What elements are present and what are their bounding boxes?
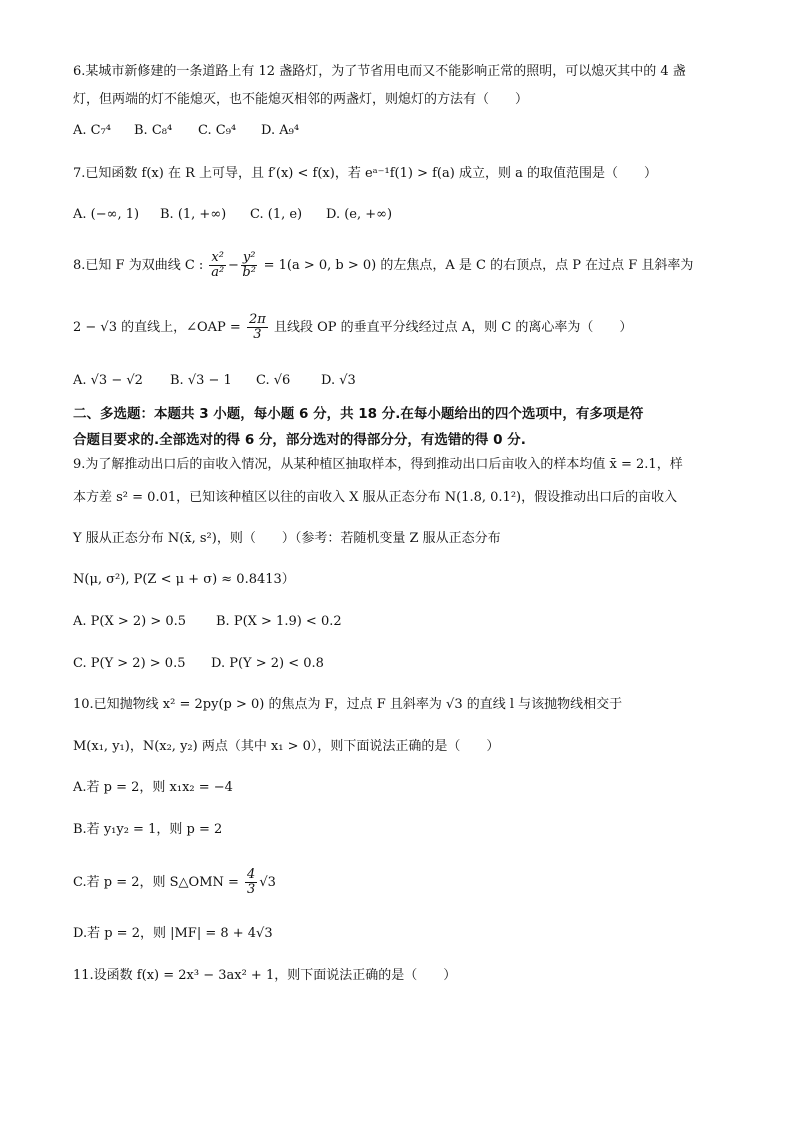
q6-option-d: D. A₉⁴ — [261, 123, 300, 138]
q8-fraction-x2-over-a2 — [209, 251, 226, 280]
q10-option-b: B.若 y₁y₂ = 1，则 p = 2 — [73, 822, 223, 837]
q7-option-a: A. (−∞, 1) — [73, 207, 140, 222]
q10-stem-line2: M(x₁, y₁)，N(x₂, y₂) 两点（其中 x₁ > 0），则下面说法正确的是（ ） — [73, 739, 500, 754]
q8-fraction-y2-over-b2 — [241, 251, 258, 280]
q8-stem-line1 — [73, 251, 693, 280]
q7-option-d: D. (e, +∞) — [326, 207, 393, 222]
q6-option-c: C. C₉⁴ — [198, 123, 237, 138]
frac-numerator: y² — [242, 250, 256, 265]
q9-option-c: C. P(Y > 2) > 0.5 — [73, 656, 186, 671]
q10-stem-line1: 10.已知抛物线 x² = 2py(p > 0) 的焦点为 F，过点 F 且斜率为 √3 的直线 l 与该抛物线相交于 — [73, 697, 623, 712]
q10-fraction-4-over-3 — [245, 868, 257, 897]
q9-option-b: B. P(X > 1.9) < 0.2 — [216, 614, 342, 629]
q8-stem-line2 — [73, 313, 632, 342]
q6-option-a: A. C₇⁴ — [73, 123, 112, 138]
q6-stem-line2: 灯，但两端的灯不能熄灭，也不能熄灭相邻的两盏灯，则熄灯的方法有（ ） — [73, 92, 529, 107]
q6-option-b: B. C₈⁴ — [134, 123, 173, 138]
q7-option-c: C. (1, e) — [250, 207, 303, 222]
q8-stem2-prefix: 2 − √3 的直线上，∠OAP = — [73, 320, 241, 335]
q7-option-b: B. (1, +∞) — [160, 207, 227, 222]
q10-option-c — [73, 868, 276, 897]
q10-option-a: A.若 p = 2，则 x₁x₂ = −4 — [73, 780, 233, 795]
frac-denominator: 3 — [247, 882, 256, 897]
q8-option-c: C. √6 — [256, 373, 291, 388]
frac-numerator: 4 — [247, 867, 256, 882]
q9-option-d: D. P(Y > 2) < 0.8 — [211, 656, 324, 671]
q11-stem: 11.设函数 f(x) = 2x³ − 3ax² + 1，则下面说法正确的是（ ） — [73, 968, 457, 983]
frac-denominator: a² — [211, 265, 225, 280]
q8-option-b: B. √3 − 1 — [170, 373, 232, 388]
q6-stem-line1: 6.某城市新修建的一条道路上有 12 盏路灯，为了节省用电而又不能影响正常的照明，可以熄灭其中的 4 盏 — [73, 64, 686, 79]
q10-option-c-suffix: √3 — [259, 875, 276, 890]
section2-heading-line1: 二、多选题：本题共 3 小题，每小题 6 分，共 18 分.在每小题给出的四个选项中，有多项是符 — [73, 406, 644, 422]
q8-fraction-2pi-over-3 — [247, 313, 268, 342]
frac-denominator: 3 — [253, 327, 262, 342]
q8-stem2-suffix: 且线段 OP 的垂直平分线经过点 A，则 C 的离心率为（ ） — [273, 320, 633, 335]
q9-stem-line1: 9.为了解推动出口后的亩收入情况，从某种植区抽取样本，得到推动出口后亩收入的样本均值 x̄ = 2.1，样 — [73, 457, 683, 472]
q8-stem-prefix: 8.已知 F 为双曲线 C : — [73, 258, 204, 273]
q9-option-a: A. P(X > 2) > 0.5 — [73, 614, 187, 629]
q8-option-d: D. √3 — [321, 373, 356, 388]
q8-stem-suffix: = 1(a > 0, b > 0) 的左焦点，A 是 C 的右顶点，点 P 在过点 F 且斜率为 — [263, 258, 694, 273]
q8-option-a: A. √3 − √2 — [73, 373, 143, 388]
frac-denominator: b² — [242, 265, 256, 280]
q9-stem-line3: Y 服从正态分布 N(x̄, s²)，则（ ）（参考：若随机变量 Z 服从正态分布 — [73, 531, 501, 546]
q10-option-d: D.若 p = 2，则 |MF| = 8 + 4√3 — [73, 926, 273, 941]
frac-numerator: x² — [211, 250, 224, 265]
section2-heading-line2: 合题目要求的.全部选对的得 6 分，部分选对的得部分分，有选错的得 0 分. — [73, 432, 526, 448]
q7-stem: 7.已知函数 f(x) 在 R 上可导，且 f′(x) < f(x)，若 eᵃ⁻¹f(1) > f(a) 成立，则 a 的取值范围是（ ） — [73, 166, 657, 181]
q8-minus-sign: − — [227, 258, 239, 273]
q9-stem-line4: N(μ, σ²), P(Z < μ + σ) ≈ 0.8413） — [73, 572, 295, 587]
q10-option-c-prefix: C.若 p = 2，则 S△OMN = — [73, 875, 239, 890]
frac-numerator: 2π — [248, 312, 266, 327]
q9-stem-line2: 本方差 s² = 0.01，已知该种植区以往的亩收入 X 服从正态分布 N(1.8, 0.1²)，假设推动出口后的亩收入 — [73, 490, 678, 505]
